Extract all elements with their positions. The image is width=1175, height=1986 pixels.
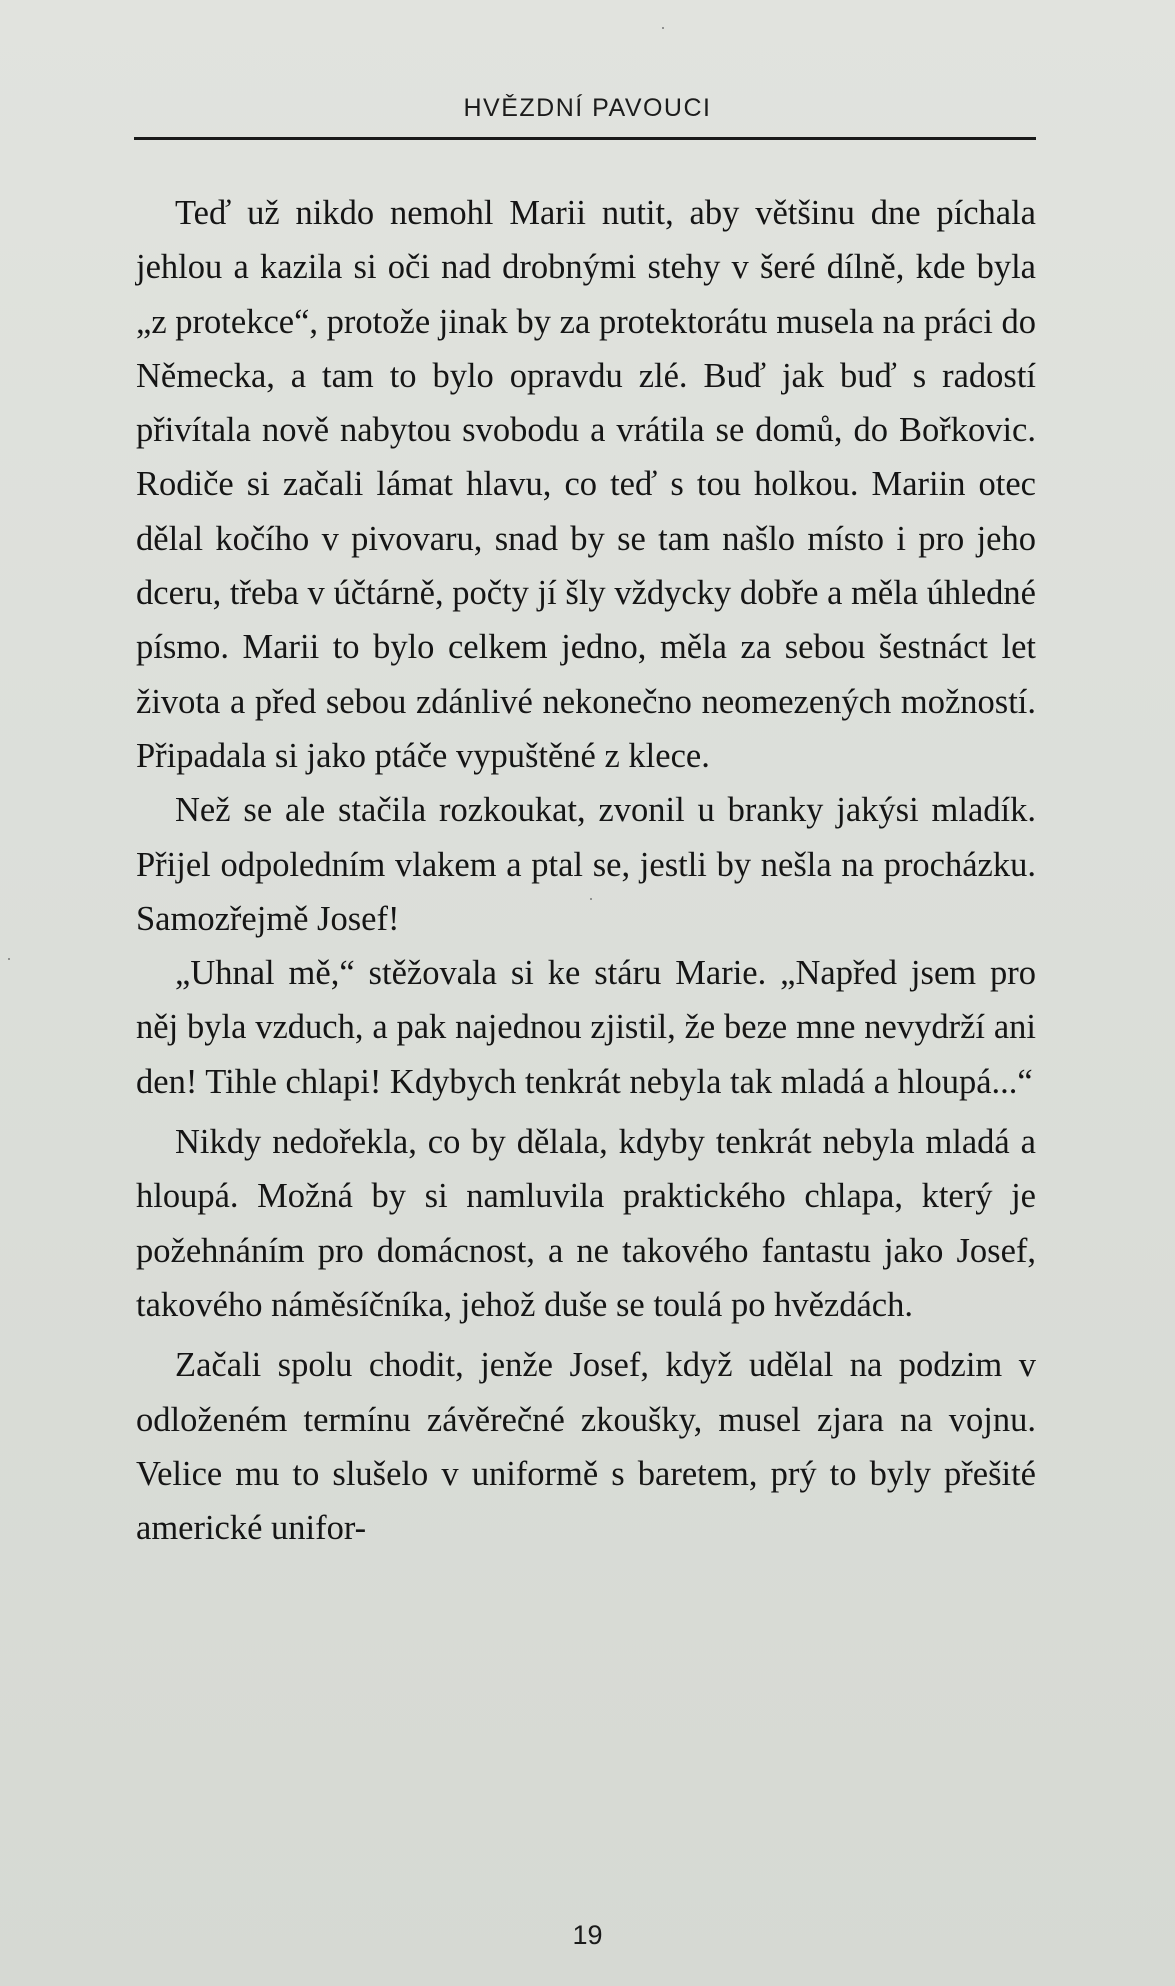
paper-speck (8, 958, 10, 960)
paper-speck (590, 898, 592, 900)
paragraph: Než se ale stačila rozkoukat, zvonil u branky jakýsi mladík. Přijel odpoledním vlakem a ptal se, jestli by nešla na procházku. Samozřejmě Josef! (136, 791, 1036, 938)
body-text (136, 186, 1036, 1555)
running-head: HVĚZDNÍ PAVOUCI (463, 94, 712, 122)
paragraph: Začali spolu chodit, jenže Josef, když udělal na podzim v odloženém termínu závěrečné zkoušky, musel zjara na vojnu. Velice mu to slušelo v uniformě s baretem, prý to byly přešité americké unifor- (136, 1346, 1036, 1548)
header-rule (134, 137, 1036, 140)
paragraph: Teď už nikdo nemohl Marii nutit, aby většinu dne píchala jehlou a kazila si oči nad drobnými stehy v šeré dílně, kde byla „z protekce“, protože jinak by za protektorátu musela na práci do Německa, a tam to bylo opravdu zlé. Buď jak buď s radostí přivítala nově nabytou svobodu a vrátila se domů, do Bořkovic. Rodiče si začali lámat hlavu, co teď s tou holkou. Mariin otec dělal kočího v pivovaru, snad by se tam našlo místo i pro jeho dceru, třeba v účtárně, počty jí šly vždycky dobře a měla úhledné písmo. Marii to bylo celkem jedno, měla za sebou šestnáct let života a před sebou zdánlivé nekonečno neomezených možností. Připadala si jako ptáče vypuštěné z klece. (136, 194, 1036, 775)
page-number: 19 (572, 1920, 603, 1950)
paragraph: Nikdy nedořekla, co by dělala, kdyby tenkrát nebyla mladá a hloupá. Možná by si namluvila praktického chlapa, který je požehnáním pro domácnost, a ne takového fantastu jako Josef, takového náměsíčníka, jehož duše se toulá po hvězdách. (136, 1123, 1036, 1324)
paragraph: „Uhnal mě,“ stěžovala si ke stáru Marie. „Napřed jsem pro něj byla vzduch, a pak najednou zjistil, že beze mne nevydrží ani den! Tihle chlapi! Kdybych tenkrát nebyla tak mladá a hloupá...“ (136, 954, 1036, 1101)
paper-speck (662, 27, 664, 29)
